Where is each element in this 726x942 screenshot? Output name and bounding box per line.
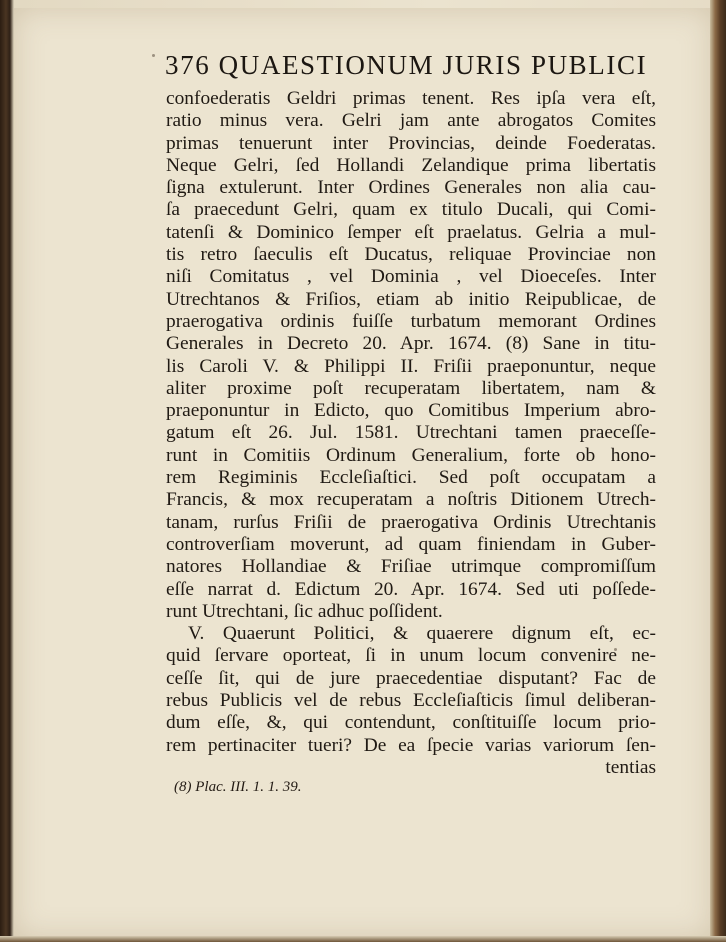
text-line: dum eſſe, &, qui contendunt, conſtituiſſe locum prio-	[166, 712, 656, 734]
text-line: rem Regiminis Eccleſiaſtici. Sed poſt occupatam a	[166, 467, 656, 489]
text-line: natores Hollandiae & Friſiae utrimque compromiſſum	[166, 556, 656, 578]
page-edge-right	[710, 0, 726, 942]
text-line: gatum eſt 26. Jul. 1581. Utrechtani tamen praeceſſe-	[166, 422, 656, 444]
text-line: tis retro ſaeculis eſt Ducatus, reliquae Provinciae non	[166, 244, 656, 266]
text-line: Neque Gelri, ſed Hollandi Zelandique prima libertatis	[166, 154, 656, 176]
text-line: runt Utrechtani, ſic adhuc poſſident.	[166, 600, 443, 622]
text-line: niſi Comitatus , vel Dominia , vel Dioeceſes. Inter	[166, 266, 656, 288]
text-line: Utrechtanos & Friſios, etiam ab initio Reipublicae, de	[166, 288, 656, 310]
catchword: tentias	[605, 756, 656, 778]
page-edge-bottom	[0, 936, 726, 942]
text-line: lis Caroli V. & Philippi II. Friſii praeponuntur, neque	[166, 355, 656, 377]
running-head: 376 QUAESTIONUM JURIS PUBLICI	[165, 50, 648, 80]
text-line: eſſe narrat d. Edictum 20. Apr. 1674. Sed uti poſſede-	[166, 578, 656, 600]
text-line: ceſſe ſit, qui de jure praecedentiae disputant? Fac de	[166, 667, 656, 689]
text-line: tanam, rurſus Friſii de praerogativa Ordinis Utrechtanis	[166, 511, 656, 533]
text-line: tatenſi & Dominico ſemper eſt praelatus. Gelria a mul-	[166, 221, 656, 243]
footnote: (8) Plac. III. 1. 1. 39.	[174, 779, 302, 795]
text-line: Generales in Decreto 20. Apr. 1674. (8) Sane in titu-	[166, 333, 656, 355]
text-line: praeponuntur in Edicto, quo Comitibus Imperium abro-	[166, 400, 656, 422]
text-line: Francis, & mox recuperatam a noſtris Ditionem Utrech-	[166, 489, 656, 511]
text-line: quid ſervare oporteat, ſi in unum locum convenire ne-	[166, 645, 656, 667]
text-line: controverſiam moverunt, ad quam finiendam in Guber-	[166, 533, 656, 555]
text-line: ſa praecedunt Gelri, quam ex titulo Ducali, qui Comi-	[166, 199, 656, 221]
paper-speck	[152, 54, 155, 57]
text-line: rem pertinaciter tueri? De ea ſpecie varias variorum ſen-	[166, 734, 656, 756]
text-line: primas tenuerunt inter Provincias, deinde Foederatas.	[166, 132, 656, 154]
text-line: rebus Publicis vel de rebus Eccleſiaſticis ſimul deliberan-	[166, 690, 656, 712]
text-line: V. Quaerunt Politici, & quaerere dignum eſt, ec-	[188, 623, 656, 645]
text-line: ratio minus vera. Gelri jam ante abrogatos Comites	[166, 110, 656, 132]
text-line: confoederatis Geldri primas tenent. Res ipſa vera eſt,	[166, 88, 656, 109]
text-line: ſigna extulerunt. Inter Ordines Generales non alia cau-	[166, 177, 656, 199]
text-line: praerogativa ordinis fuiſſe turbatum memorant Ordines	[166, 310, 656, 332]
text-line: aliter proxime poſt recuperatam libertatem, nam &	[166, 377, 656, 399]
text-line: runt in Comitiis Ordinum Generalium, forte ob hono-	[166, 444, 656, 466]
body-text	[166, 88, 656, 779]
